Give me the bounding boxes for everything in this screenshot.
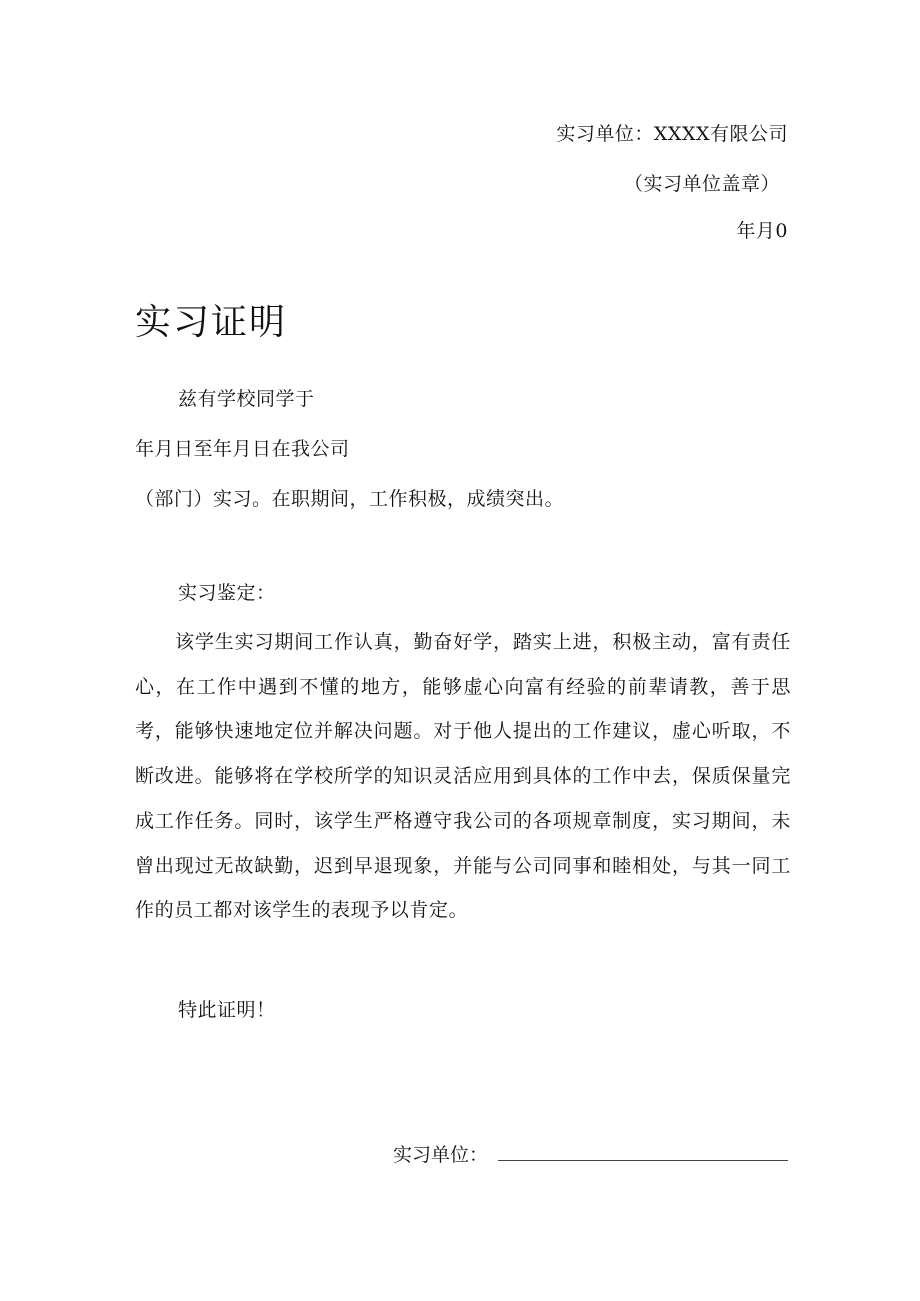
closing-text: 特此证明！ — [178, 999, 276, 1021]
header-date-line: 年月0 — [736, 220, 788, 242]
appraisal-heading: 实习鉴定： — [178, 582, 276, 604]
page-title: 实习证明 — [135, 302, 288, 343]
intro-line-1: 兹有学校同学于 — [178, 388, 315, 410]
intro-line-2: 年月日至年月日在我公司 — [135, 438, 350, 460]
appraisal-body: 该学生实习期间工作认真，勤奋好学，踏实上进，积极主动，富有责任心，在工作中遇到不懂的地方，能够虚心向富有经验的前辈请教，善于思考，能够快速地定位并解决问题。对于他人提出的工作建议，虚心听取，不断改进。能够将在学校所学的知识灵活应用到具体的工作中去，保质保量完成工作任务。同时，该学生严格遵守我公司的各项规章制度，实习期间，未曾出现过无故缺勤，迟到早退现象，并能与公司同事和睦相处，与其一同工作的员工都对该学生的表现予以肯定。 — [135, 631, 791, 922]
signature-blank-line — [498, 1160, 788, 1161]
intro-line-3: （部门）实习。在职期间，工作积极，成绩突出。 — [135, 488, 565, 510]
signature-label: 实习单位： — [393, 1144, 489, 1166]
header-seal-note: （实习单位盖章） — [623, 173, 780, 195]
header-unit-line: 实习单位：XXXX有限公司 — [556, 123, 788, 145]
